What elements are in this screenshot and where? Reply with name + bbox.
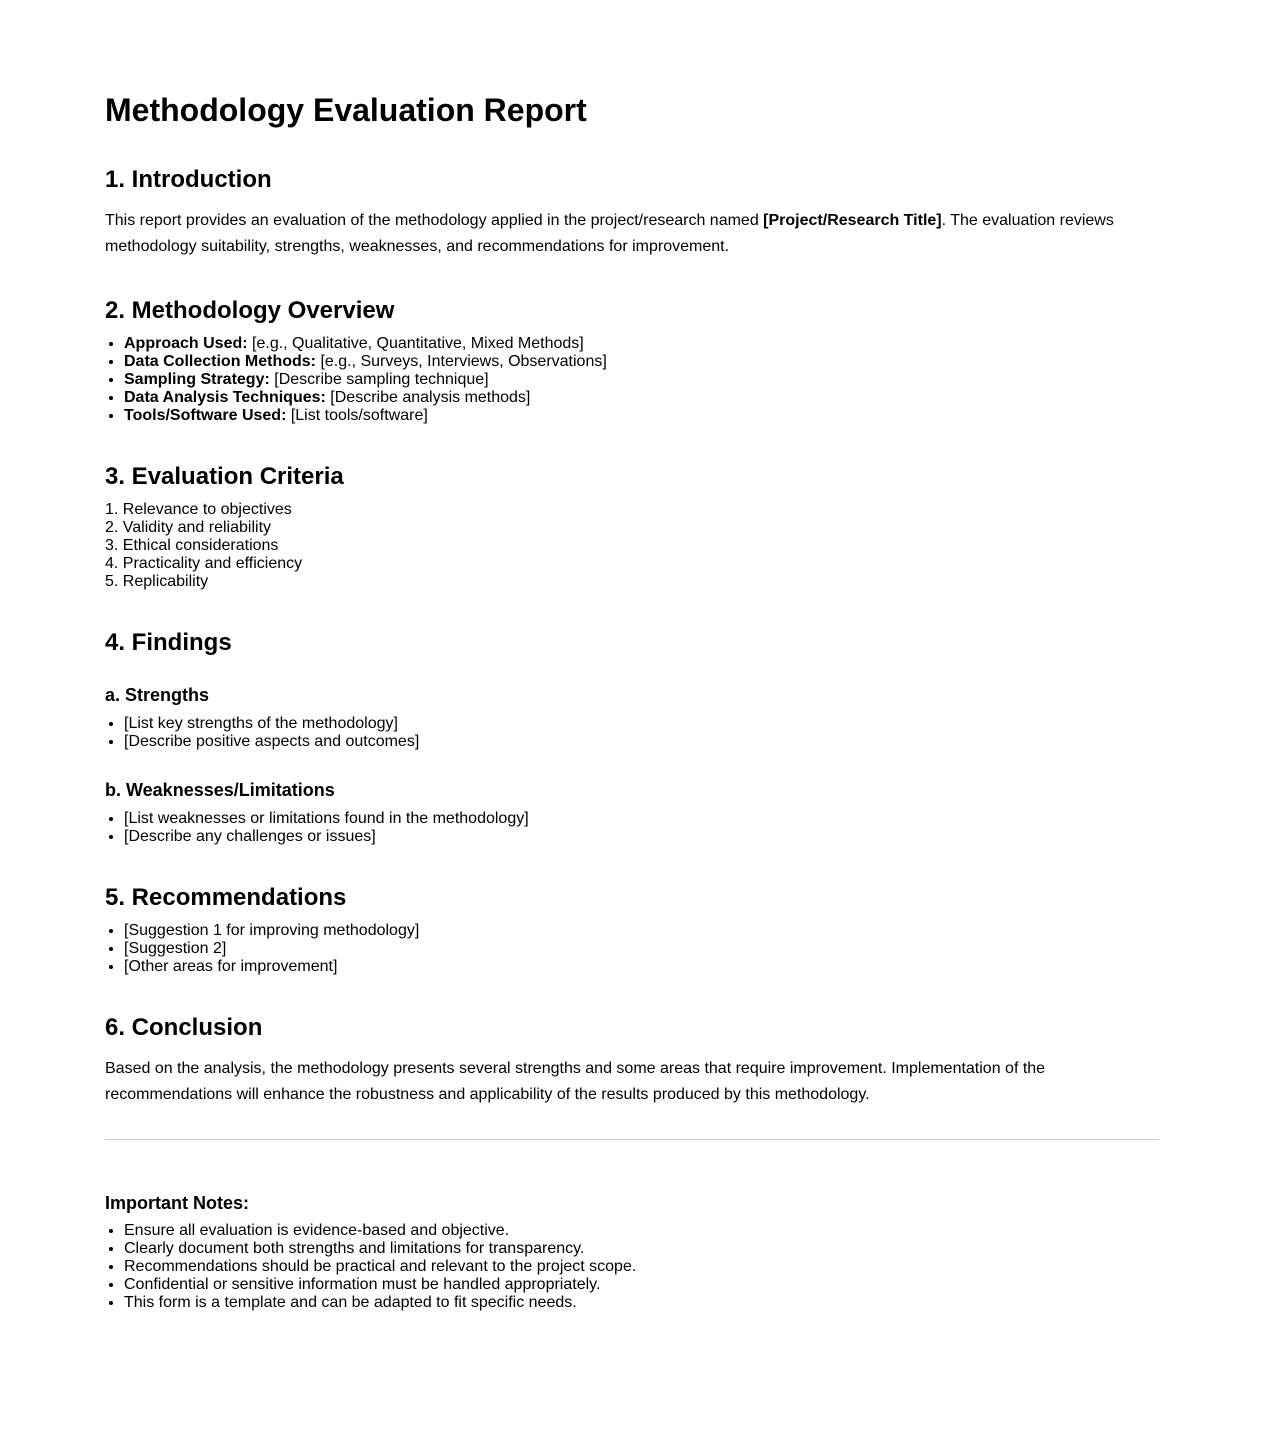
introduction-paragraph <box>105 208 1159 260</box>
strengths-heading: a. Strengths <box>105 685 210 705</box>
list-item: • Ensure all evaluation is evidence-based and objective. <box>124 1222 1159 1240</box>
list-item: • Recommendations should be practical and relevant to the project scope. <box>124 1258 1159 1276</box>
criteria-heading: 3. Evaluation Criteria <box>105 463 344 490</box>
overview-item <box>124 389 1159 407</box>
list-item: • [Suggestion 1 for improving methodology] <box>124 922 1159 940</box>
overview-item-value: [e.g., Qualitative, Quantitative, Mixed Methods] <box>247 335 584 352</box>
list-item: • [Describe positive aspects and outcomes] <box>124 733 1159 751</box>
weaknesses-heading: b. Weaknesses/Limitations <box>105 780 335 800</box>
recommendations-heading: 5. Recommendations <box>105 884 347 911</box>
overview-item-label: Tools/Software Used: <box>124 407 287 424</box>
findings-section <box>105 628 1159 658</box>
project-title-placeholder: [Project/Research Title] <box>763 212 942 229</box>
criteria-item: 4. Practicality and efficiency <box>105 555 303 572</box>
introduction-text-before: This report provides an evaluation of the methodology applied in the project/research named <box>105 212 764 229</box>
strengths-subsection <box>105 683 1159 751</box>
overview-item-label: Data Collection Methods: <box>124 353 317 370</box>
overview-item <box>124 335 1159 353</box>
overview-item <box>124 353 1159 371</box>
overview-item-value: [e.g., Surveys, Interviews, Observations] <box>316 353 607 370</box>
overview-item-label: Approach Used: <box>124 335 248 352</box>
page-title: Methodology Evaluation Report <box>105 92 587 128</box>
notes-section <box>105 1191 1159 1312</box>
list-item: • [Describe any challenges or issues] <box>124 828 1159 846</box>
findings-heading: 4. Findings <box>105 629 232 656</box>
criteria-item: 2. Validity and reliability <box>105 519 272 536</box>
introduction-heading: 1. Introduction <box>105 166 272 193</box>
notes-list <box>105 1222 1159 1312</box>
list-item: • Confidential or sensitive information must be handled appropriately. <box>124 1276 1159 1294</box>
list-item: • [List weaknesses or limitations found in the methodology] <box>124 810 1159 828</box>
criteria-item: 5. Replicability <box>105 573 209 590</box>
document-page <box>105 0 1159 1311</box>
criteria-list <box>105 501 1159 591</box>
overview-item-value: [Describe analysis methods] <box>325 389 531 406</box>
list-item: • Clearly document both strengths and limitations for transparency. <box>124 1240 1159 1258</box>
criteria-item: 1. Relevance to objectives <box>105 501 292 518</box>
conclusion-heading: 6. Conclusion <box>105 1014 263 1041</box>
weaknesses-subsection <box>105 778 1159 846</box>
conclusion-paragraph: Based on the analysis, the methodology presents several strengths and some areas that require improvement. Implementation of the recommendations will enhance the robustness and applicability of the results produced by this methodology. <box>105 1060 1046 1103</box>
overview-item-value: [List tools/software] <box>286 407 428 424</box>
list-item: • [Other areas for improvement] <box>124 958 1159 976</box>
overview-item <box>124 407 1159 425</box>
introduction-text-after: . The evaluation reviews methodology suitability, strengths, weaknesses, and recommendations for improvement. <box>105 212 1114 255</box>
list-item: • This form is a template and can be adapted to fit specific needs. <box>124 1294 1159 1312</box>
weaknesses-list <box>105 810 1159 846</box>
criteria-item: 3. Ethical considerations <box>105 537 279 554</box>
introduction-section <box>105 165 1159 260</box>
recommendations-section <box>105 883 1159 976</box>
strengths-list <box>105 715 1159 751</box>
recommendations-list <box>105 922 1159 976</box>
overview-item-label: Data Analysis Techniques: <box>124 389 326 406</box>
list-item: • [Suggestion 2] <box>124 940 1159 958</box>
overview-item <box>124 371 1159 389</box>
conclusion-section <box>105 1013 1159 1108</box>
section-divider <box>105 1139 1159 1140</box>
overview-item-label: Sampling Strategy: <box>124 371 270 388</box>
overview-heading: 2. Methodology Overview <box>105 297 395 324</box>
list-item: • [List key strengths of the methodology] <box>124 715 1159 733</box>
overview-list <box>105 335 1159 425</box>
overview-section <box>105 296 1159 425</box>
criteria-section <box>105 462 1159 591</box>
notes-heading: Important Notes: <box>105 1193 249 1213</box>
overview-item-value: [Describe sampling technique] <box>269 371 489 388</box>
